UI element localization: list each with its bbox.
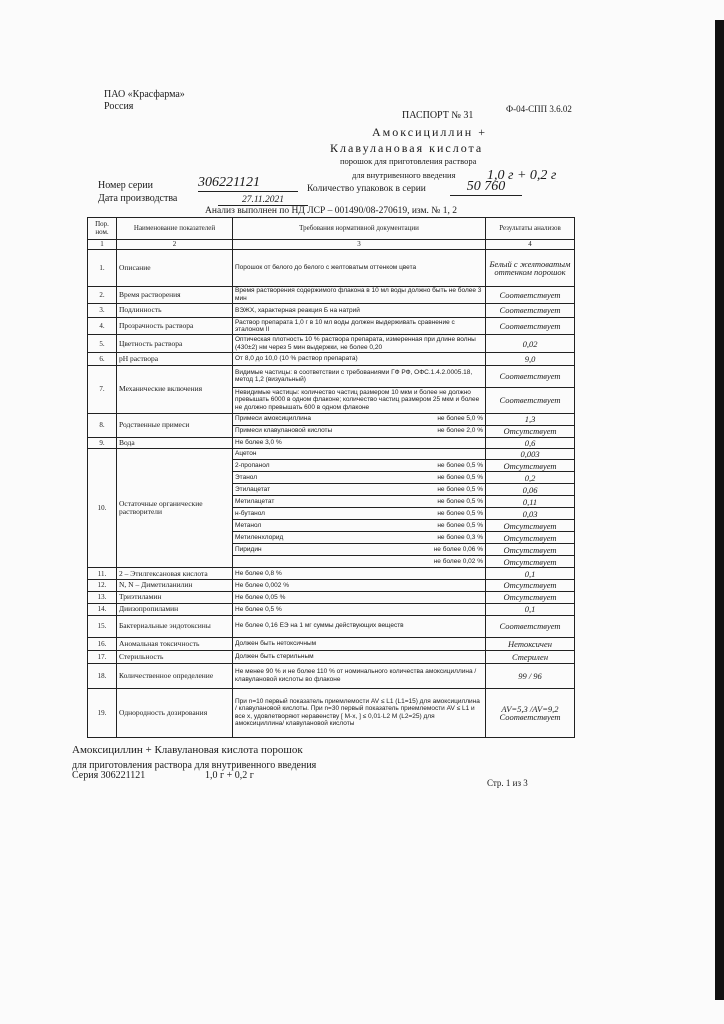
- requirement-limit: не более 5,0 %: [437, 415, 483, 423]
- header-cell: Требования нормативной документации: [233, 218, 486, 240]
- table-row: [88, 591, 575, 603]
- row-indicator: Описание: [117, 249, 233, 286]
- row-number: 16.: [88, 637, 117, 650]
- table-row: [88, 365, 575, 387]
- solvent-name: 2-пропанол: [235, 462, 270, 470]
- table-row: [88, 303, 575, 317]
- row-indicator: 2 – Этилгексановая кислота: [117, 568, 233, 580]
- row-requirement: ВЭЖХ, характерная реакция Б на натрий: [233, 303, 486, 317]
- row-result: Отсутствует: [486, 591, 575, 603]
- row-number: 13.: [88, 591, 117, 603]
- row-result: 0,1: [486, 603, 575, 615]
- company-block: [104, 89, 185, 113]
- row-result: Отсутствует: [486, 556, 575, 568]
- footer-dosage: 1,0 г + 0,2 г: [205, 770, 254, 781]
- row-indicator: Вода: [117, 437, 233, 448]
- table-row: [88, 352, 575, 365]
- column-number: 1: [88, 239, 117, 249]
- row-result: 1,3: [486, 413, 575, 425]
- solvent-name: Метанол: [235, 521, 262, 529]
- date-label: Дата производства: [98, 193, 178, 204]
- table-row: [88, 286, 575, 303]
- table-row: [88, 448, 575, 460]
- row-requirement: [233, 508, 486, 520]
- row-requirement: Не более 0,5 %: [233, 603, 486, 615]
- column-number: 2: [117, 239, 233, 249]
- row-result: 99 / 96: [486, 663, 575, 688]
- row-number: 2.: [88, 286, 117, 303]
- form-code: Ф-04-СПП 3.6.02: [506, 104, 572, 114]
- row-requirement: Невидимые частицы: количество частиц размером 10 мкм и более не должно превышать 6000 в одном флаконе; количество частиц размером 25 мкм и более не должно превышать 600 в одном флаконе: [233, 387, 486, 413]
- series-label: Номер серии: [98, 180, 153, 191]
- row-number: 5.: [88, 335, 117, 352]
- row-number: 11.: [88, 568, 117, 580]
- row-number: 1.: [88, 249, 117, 286]
- row-result: 0,003: [486, 448, 575, 460]
- row-result: Соответствует: [486, 365, 575, 387]
- row-result: Стерилен: [486, 650, 575, 663]
- row-result: Отсутствует: [486, 544, 575, 556]
- row-result: Соответствует: [499, 711, 561, 722]
- series-value: 306221121: [198, 175, 298, 192]
- row-number: 15.: [88, 615, 117, 637]
- product-name-line2: Клавулановая кислота: [330, 141, 484, 155]
- row-result: Отсутствует: [486, 425, 575, 437]
- row-requirement: [233, 544, 486, 556]
- dosage-form-line1: порошок для приготовления раствора: [340, 156, 477, 166]
- row-requirement: [233, 425, 486, 437]
- row-requirement: [233, 556, 486, 568]
- row-result: Отсутствует: [486, 520, 575, 532]
- row-result: AV=5,3 /AV=9,2: [501, 703, 559, 714]
- solvent-name: н-бутанол: [235, 509, 265, 517]
- column-number: 3: [233, 239, 486, 249]
- table-column-number-row: [88, 239, 575, 249]
- row-result: Отсутствует: [486, 460, 575, 472]
- row-number: 9.: [88, 437, 117, 448]
- table-row: [88, 688, 575, 737]
- row-requirement: [233, 496, 486, 508]
- footer-product: Амоксициллин + Клавулановая кислота порошок: [72, 744, 303, 756]
- row-requirement: Не более 0,16 ЕЭ на 1 мг суммы действующих веществ: [233, 615, 486, 637]
- row-requirement: [233, 448, 486, 460]
- row-result-group: [486, 688, 575, 737]
- analysis-note: Анализ выполнен по НД ЛСР – 001490/08-270619, изм. № 1, 2: [205, 206, 457, 216]
- solvent-limit: не более 0,02 %: [433, 557, 483, 565]
- row-indicator: Механические включения: [117, 365, 233, 413]
- product-name-line1: Амоксициллин +: [372, 125, 487, 139]
- table-row: [88, 437, 575, 448]
- footer-dosage-form: для приготовления раствора для внутривенного введения: [72, 760, 317, 771]
- row-result: Соответствует: [486, 387, 575, 413]
- row-number: 7.: [88, 365, 117, 413]
- table-row: [88, 637, 575, 650]
- row-indicator: Количественное определение: [117, 663, 233, 688]
- row-number: 4.: [88, 318, 117, 335]
- dosage-value: 1,0 г + 0,2 г: [487, 168, 557, 183]
- row-result: 0,02: [486, 335, 575, 352]
- row-indicator: Цветность раствора: [117, 335, 233, 352]
- row-result: Соответствует: [486, 318, 575, 335]
- company-name: ПАО «Красфарма»: [104, 89, 185, 100]
- solvent-limit: не более 0,5 %: [437, 486, 483, 494]
- row-requirement: Должен быть нетоксичным: [233, 637, 486, 650]
- solvent-limit: не более 0,5 %: [437, 521, 483, 529]
- solvent-name: Метиленхлорид: [235, 533, 284, 541]
- company-country: Россия: [104, 101, 134, 112]
- analysis-table: [87, 217, 575, 738]
- row-requirement: [233, 532, 486, 544]
- row-requirement: Не более 0,05 %: [233, 591, 486, 603]
- table-row: [88, 249, 575, 286]
- row-result: Нетоксичен: [486, 637, 575, 650]
- row-indicator: Однородность дозирования: [117, 688, 233, 737]
- row-number: 6.: [88, 352, 117, 365]
- row-requirement: Порошок от белого до белого с желтоватым оттенком цвета: [233, 249, 486, 286]
- row-indicator: Время растворения: [117, 286, 233, 303]
- table-row: [88, 603, 575, 615]
- row-result: Отсутствует: [486, 532, 575, 544]
- row-requirement: Не более 0,8 %: [233, 568, 486, 580]
- packs-label: Количество упаковок в серии: [307, 184, 426, 194]
- row-result: Отсутствует: [486, 579, 575, 591]
- row-result: 0,6: [486, 437, 575, 448]
- requirement-text: Примеси клавулановой кислоты: [235, 427, 333, 435]
- table-row: [88, 413, 575, 425]
- row-result: 0,1: [486, 568, 575, 580]
- solvent-limit: не более 0,5 %: [437, 462, 483, 470]
- solvent-limit: не более 0,06 %: [433, 545, 483, 553]
- table-row: [88, 318, 575, 335]
- row-requirement: [233, 413, 486, 425]
- header-cell: Наименование показателей: [117, 218, 233, 240]
- scan-edge-shadow: [715, 20, 724, 1000]
- solvent-limit: не более 0,3 %: [437, 533, 483, 541]
- row-requirement: От 8,0 до 10,0 (10 % раствор препарата): [233, 352, 486, 365]
- row-indicator: Родственные примеси: [117, 413, 233, 437]
- row-requirement: Не менее 90 % и не более 110 % от номинального количества амоксициллина / клавулановой кислоты во флаконе: [233, 663, 486, 688]
- page-number: Стр. 1 из 3: [487, 778, 528, 788]
- dosage-form-line2: для внутривенного введения: [352, 170, 456, 180]
- packs-value: 50 760: [450, 179, 522, 196]
- row-requirement: Время растворения содержимого флакона в 10 мл воды должно быть не более 3 мин: [233, 286, 486, 303]
- row-number: 12.: [88, 579, 117, 591]
- row-number: 18.: [88, 663, 117, 688]
- row-indicator: Остаточные органические растворители: [117, 448, 233, 568]
- row-number: 3.: [88, 303, 117, 317]
- row-indicator: Бактериальные эндотоксины: [117, 615, 233, 637]
- row-number: 19.: [88, 688, 117, 737]
- row-number: 8.: [88, 413, 117, 437]
- requirement-text: Примеси амоксициллина: [235, 415, 311, 423]
- row-result: 0,03: [486, 508, 575, 520]
- row-requirement: Должен быть стерильным: [233, 650, 486, 663]
- row-result: Соответствует: [486, 615, 575, 637]
- table-row: [88, 568, 575, 580]
- row-indicator: Диизопропиламин: [117, 603, 233, 615]
- solvent-name: Метилацетат: [235, 498, 275, 506]
- row-result: Белый с желтоватым оттенком порошок: [486, 249, 575, 286]
- row-requirement: [233, 520, 486, 532]
- row-result: Соответствует: [486, 286, 575, 303]
- row-result: 0,06: [486, 484, 575, 496]
- header-cell: Пор. ном.: [88, 218, 117, 240]
- row-indicator: Подлинность: [117, 303, 233, 317]
- row-requirement: Видимые частицы: в соответствии с требованиями ГФ РФ, ОФС.1.4.2.0005.18, метод 1,2 (визуальный): [233, 365, 486, 387]
- row-requirement: Оптическая плотность 10 % раствора препарата, измеренная при длине волны (430±2) нм через 5 мин выдержки, не более 0,20: [233, 335, 486, 352]
- row-result: 0,2: [486, 472, 575, 484]
- row-requirement: Не более 3,0 %: [233, 437, 486, 448]
- row-indicator: Стерильность: [117, 650, 233, 663]
- header-cell: Результаты анализов: [486, 218, 575, 240]
- row-indicator: Прозрачность раствора: [117, 318, 233, 335]
- row-number: 14.: [88, 603, 117, 615]
- footer-series: Серия 306221121: [72, 770, 146, 781]
- table-row: [88, 335, 575, 352]
- solvent-limit: не более 0,5 %: [437, 498, 483, 506]
- table-header-row: [88, 218, 575, 240]
- solvent-name: Ацетон: [235, 450, 257, 458]
- requirement-limit: не более 2,0 %: [437, 427, 483, 435]
- row-requirement: [233, 472, 486, 484]
- table-row: [88, 650, 575, 663]
- table-row: [88, 615, 575, 637]
- solvent-name: Этанол: [235, 474, 258, 482]
- solvent-name: Этилацетат: [235, 486, 271, 494]
- solvent-name: Пиридин: [235, 545, 262, 553]
- table-row: [88, 579, 575, 591]
- solvent-limit: не более 0,5 %: [437, 509, 483, 517]
- row-requirement: Не более 0,002 %: [233, 579, 486, 591]
- row-requirement: При n=10 первый показатель приемлемости AV ≤ L1 (L1=15) для амоксициллина / клавулановой кислоты. При n=30 первый показатель приемлемости AV ≤ L1 и все x, удовлетворяют неравенству [ M-x, ] ≤ 0,01·L2 M (L2=25) для амоксициллина/ клавулановой кислоты: [233, 688, 486, 737]
- column-number: 4: [486, 239, 575, 249]
- row-result: 0,11: [486, 496, 575, 508]
- row-requirement: [233, 484, 486, 496]
- passport-title: ПАСПОРТ № 31: [402, 110, 474, 121]
- solvent-limit: не более 0,5 %: [437, 474, 483, 482]
- row-indicator: pH раствора: [117, 352, 233, 365]
- row-requirement: [233, 460, 486, 472]
- row-indicator: N, N – Диметиланилин: [117, 579, 233, 591]
- row-result: Соответствует: [486, 303, 575, 317]
- row-requirement: Раствор препарата 1,0 г в 10 мл воды должен выдерживать сравнение с эталоном II: [233, 318, 486, 335]
- table-row: [88, 663, 575, 688]
- date-value: 27.11.2021: [218, 195, 308, 206]
- row-result: 9,0: [486, 352, 575, 365]
- row-indicator: Аномальная токсичность: [117, 637, 233, 650]
- row-number: 17.: [88, 650, 117, 663]
- row-number: 10.: [88, 448, 117, 568]
- row-indicator: Триэтиламин: [117, 591, 233, 603]
